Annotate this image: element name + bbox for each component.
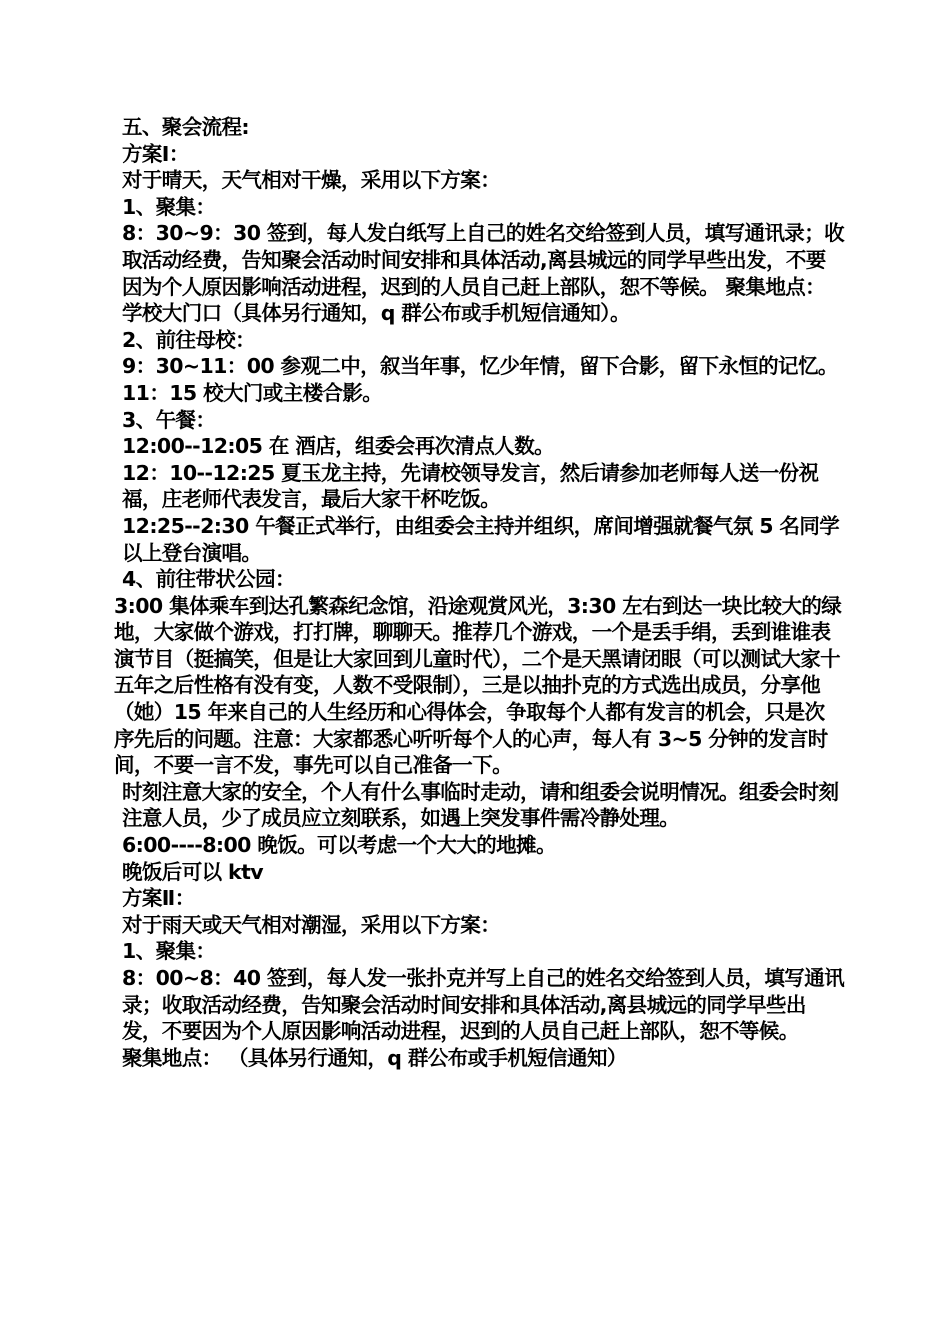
- step-park-body: 3:00 集体乘车到达孔繁森纪念馆，沿途观赏风光，3:30 左右到达一块比较大的绿地，大家做个游戏，打打牌，聊聊天。推荐几个游戏，一个是丢手绢，丢到谁谁表演节目（挺搞笑，但是让大家回到儿童时代），二个是天黑请闭眼（可以测试大家十五年之后性格有没有变，人数不受限制），三是以抽扑克的方式选出成员，分享他（她）15 年来自己的人生经历和心得体会，争取每个人都有发言的机会，只是次序先后的问题。注意：大家都悉心听听每个人的心声，每人有 3~5 分钟的发言时间，不要一言不发，事先可以自己准备一下。: [114, 593, 842, 778]
- plan-one-condition: 对于晴天，天气相对干燥，采用以下方案：: [122, 168, 501, 193]
- safety-note: 时刻注意大家的安全，个人有什么事临时走动，请和组委会说明情况。组委会时刻注意人员，少了成员应立刻联系，如遇上突发事件需冷静处理。: [122, 779, 839, 831]
- plan-one-heading: 方案Ⅰ：: [122, 141, 189, 166]
- lunch-item-3: 12:25--2:30 午餐正式举行，由组委会主持并组织，席间增强就餐气氛 5 名同学以上登台演唱。: [122, 513, 840, 565]
- plan-two-heading: 方案Ⅱ：: [122, 886, 195, 911]
- lunch-item-1: 12:00--12:05 在 酒店，组委会再次清点人数。: [122, 434, 554, 459]
- document-body: [114, 114, 844, 1071]
- step-school-heading: 2、前往母校：: [122, 327, 256, 352]
- plan-two-gather-location: 聚集地点： （具体另行通知，q 群公布或手机短信通知）: [122, 1045, 627, 1070]
- step-school-body: 9：30~11：00 参观二中，叙当年事，忆少年情，留下合影，留下永恒的记忆。11：15 校大门或主楼合影。: [122, 354, 838, 405]
- step-park-heading: 4、前往带状公园：: [122, 567, 295, 592]
- step-gather-body: 8：30~9：30 签到，每人发白纸写上自己的姓名交给签到人员，填写通讯录；收取活动经费，告知聚会活动时间安排和具体活动,离县城远的同学早些出发，不要因为个人原因影响活动进程，迟到的人员自己赶上部队，恕不等候。 聚集地点：学校大门口（具体另行通知，q 群公布或手机短信通知）。: [122, 221, 844, 326]
- after-dinner-item: 晚饭后可以 ktv: [122, 859, 264, 884]
- lunch-item-2: 12：10--12:25 夏玉龙主持，先请校领导发言，然后请参加老师每人送一份祝福，庄老师代表发言，最后大家干杯吃饭。: [122, 460, 819, 512]
- step-lunch-heading: 3、午餐：: [122, 407, 216, 432]
- plan-two-gather-heading: 1、聚集：: [122, 939, 216, 964]
- plan-two-gather-body: 8：00~8：40 签到，每人发一张扑克并写上自己的姓名交给签到人员，填写通讯录；收取活动经费，告知聚会活动时间安排和具体活动,离县城远的同学早些出发，不要因为个人原因影响活动进程，迟到的人员自己赶上部队，恕不等候。: [122, 966, 844, 1044]
- plan-two-condition: 对于雨天或天气相对潮湿，采用以下方案：: [122, 912, 501, 937]
- section-heading: 五、聚会流程:: [122, 115, 249, 139]
- dinner-item: 6:00----8:00 晚饭。可以考虑一个大大的地摊。: [122, 833, 556, 858]
- step-gather-heading: 1、聚集：: [122, 194, 216, 219]
